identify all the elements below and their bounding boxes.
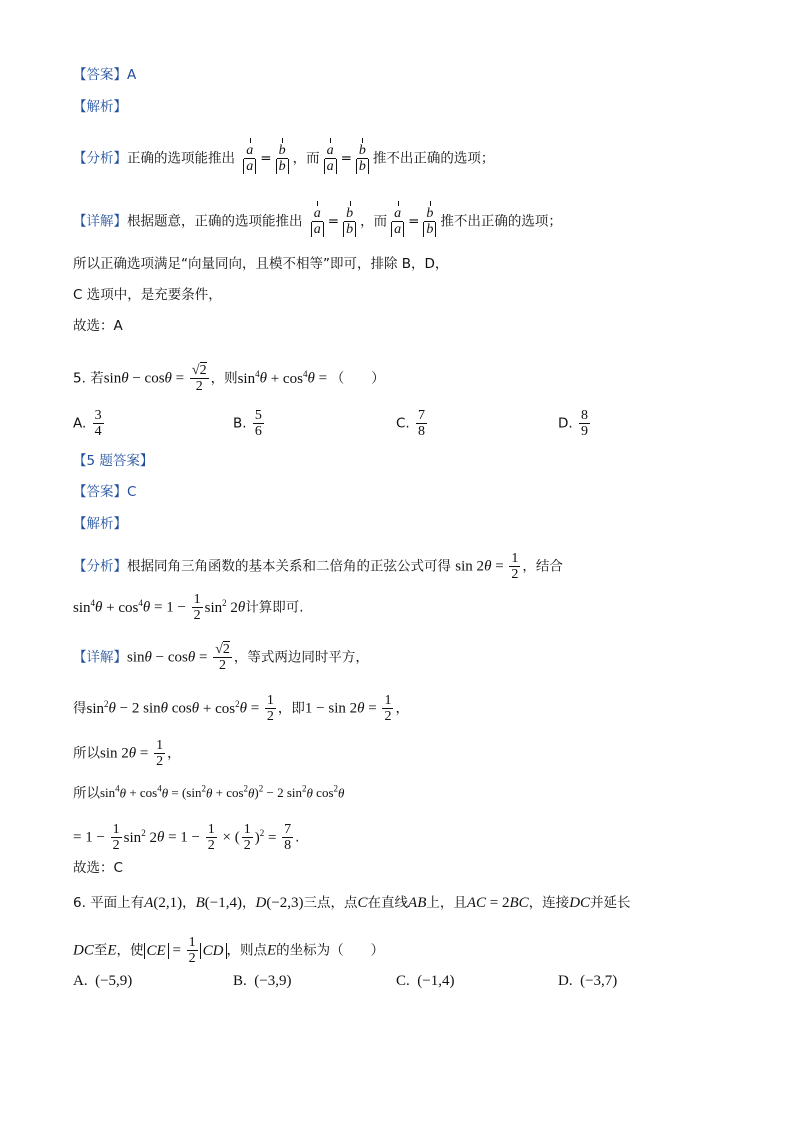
option-label: B.	[233, 973, 247, 989]
option-c[interactable]	[396, 408, 429, 439]
option-value: (−3,7)	[580, 973, 618, 989]
q5-answer: 【答案】C	[73, 484, 137, 500]
q5-header: 【5 题答案】	[73, 453, 154, 469]
option-fraction: $\frac{8}{9}$	[580, 408, 588, 439]
q6-text: ，则点	[226, 942, 267, 959]
option-value: (−3,9)	[254, 973, 292, 989]
half-fraction: $\frac{1}{2}$	[384, 693, 392, 724]
stem-suffix: （ ）	[330, 370, 385, 387]
fenxi-line2-suffix: 计算即可.	[245, 599, 304, 616]
option-label: A.	[73, 973, 88, 989]
q6-text: 至	[93, 942, 108, 959]
fenxi-tag: 【分析】	[73, 150, 127, 167]
q6-text: 上，且	[426, 895, 467, 911]
xiangjie-line: 【详解】根据题意，正确的选项能推出 $\frac{a}{a}$ = $\frac{b}{b}$ ，而 $\frac{a}{a}$ = $\frac{b}{b}$ 推不出正确的选项；	[73, 206, 562, 237]
half-fraction: $\frac{1}{2}$	[188, 935, 196, 966]
sqrt2-over-2: $\frac{√2}{2}$	[215, 642, 230, 673]
xiangjie-text-end: 推不出正确的选项；	[440, 213, 562, 230]
solution-conclusion: 故选：A	[73, 318, 123, 334]
question-5-stem: 5. 若sinθ − cosθ = $\frac{√2}{2}$ ，则$\sin^4\theta + \cos^4\theta$ = （ ）	[73, 363, 385, 394]
q5-conclusion: 故选：C	[73, 860, 123, 876]
fenxi-text: 根据同角三角函数的基本关系和二倍角的正弦公式可得	[127, 558, 451, 575]
fenxi-text-2: ，结合	[522, 558, 563, 575]
half-fraction: $\frac{1}{2}$	[243, 822, 251, 853]
half-fraction: $\frac{1}{2}$	[156, 738, 164, 769]
formula-a-over-abs-a: $\frac{a}{a}$	[389, 206, 406, 237]
fenxi-text-end: 推不出正确的选项；	[372, 150, 495, 167]
fenxi-tag: 【分析】	[73, 558, 127, 575]
xiangjie-tag: 【详解】	[73, 213, 127, 230]
xiangjie-suffix: ，等式两边同时平方，	[233, 649, 369, 666]
q6-text: 的坐标为（ ）	[276, 942, 385, 959]
step-suoyi-2: 所以	[73, 785, 100, 802]
q6-option-d[interactable]	[558, 973, 617, 990]
analysis-label: 【解析】	[73, 99, 127, 115]
option-d[interactable]	[558, 408, 592, 439]
half-fraction: $\frac{1}{2}$	[266, 693, 274, 724]
question-number: 6.	[73, 895, 86, 911]
option-a[interactable]	[73, 408, 106, 439]
step-suoyi: 所以	[73, 745, 100, 762]
option-b[interactable]	[233, 408, 266, 439]
q6-text: ，连接	[528, 895, 570, 911]
step-ji: ，即	[277, 700, 305, 717]
xiangjie-tag: 【详解】	[73, 649, 127, 666]
option-fraction: $\frac{5}{6}$	[254, 408, 262, 439]
sqrt2-over-2: $\frac{√2}{2}$	[191, 363, 207, 394]
half-fraction: $\frac{1}{2}$	[511, 551, 519, 582]
q5-step-result: = 1 − $\frac{1}{2}$ $\sin^2 2\theta = 1$ − $\frac{1}{2}$ × ( $\frac{1}{2}$ )$^2$ = $\frac{7}{8}$ .	[73, 822, 300, 853]
q6-text: 平面上有	[90, 895, 145, 911]
q5-step-sin2theta: 所以sin 2θ = $\frac{1}{2}$ ，	[73, 738, 181, 769]
q6-text: 三点，点	[303, 895, 358, 911]
formula-b-over-abs-b: $\frac{b}{b}$	[274, 143, 291, 174]
q6-text: ，使	[116, 942, 144, 959]
answer-label: 【答案】A	[73, 67, 137, 83]
half-fraction: $\frac{1}{2}$	[112, 822, 120, 853]
q6-text: 在直线	[367, 895, 409, 911]
q6-option-b[interactable]	[233, 973, 291, 990]
q6-option-a[interactable]	[73, 973, 132, 990]
q6-text: 并延长	[590, 895, 631, 911]
step-de: 得	[73, 700, 87, 717]
option-label: B.	[233, 415, 247, 432]
question-6-stem-line2: DC至E，使 CE = $\frac{1}{2}$ CD ，则点E的坐标为（ ）	[73, 935, 385, 966]
formula-a-over-abs-a: $\frac{a}{a}$	[309, 206, 326, 237]
q5-step-square: 得$\sin^2\theta - 2$ sinθ $\cos\theta + \cos^2\theta$ = $\frac{1}{2}$ ，即1 − sin 2θ = $\frac{1}{2}$ ，	[73, 693, 409, 724]
half-fraction: $\frac{1}{2}$	[207, 822, 215, 853]
solution-line-4: C 选项中，是充要条件，	[73, 287, 222, 303]
question-6-stem-line1: 6. 平面上有A(2,1)，B(−1,4)，D(−2,3)三点，点C在直线AB上，且AC = 2BC，连接DC并延长	[73, 895, 631, 911]
option-value: (−5,9)	[95, 973, 133, 989]
fenxi-line: 【分析】正确的选项能推出 $\frac{a}{a}$ = $\frac{b}{b}$ ，而 $\frac{a}{a}$ = $\frac{b}{b}$ 推不出正确的选项；	[73, 143, 495, 174]
q6-option-c[interactable]	[396, 973, 454, 990]
q5-xiangjie-line: 【详解】sinθ − cosθ = $\frac{√2}{2}$ ，等式两边同时平方，	[73, 642, 369, 673]
seven-eighths: $\frac{7}{8}$	[284, 822, 292, 853]
q5-fenxi-line: 【分析】根据同角三角函数的基本关系和二倍角的正弦公式可得 sin 2θ = $\frac{1}{2}$ ，结合	[73, 551, 563, 582]
xiangjie-text-er: ，而	[360, 213, 388, 230]
xiangjie-text: 根据题意，正确的选项能推出	[127, 213, 303, 230]
half-fraction: $\frac{1}{2}$	[193, 592, 201, 623]
question-number: 5.	[73, 370, 86, 387]
option-label: D.	[558, 415, 573, 432]
stem-mid: ，则	[210, 370, 238, 387]
formula-a-over-abs-a: $\frac{a}{a}$	[241, 143, 258, 174]
option-value: (−1,4)	[417, 973, 455, 989]
fenxi-text-er: ，而	[292, 150, 320, 167]
option-label: C.	[396, 973, 410, 989]
fenxi-text: 正确的选项能推出	[127, 150, 235, 167]
q5-fenxi-line-2: $\sin^4\theta + \cos^4\theta = 1$ − $\frac{1}{2}$ $\sin^2 2\theta$计算即可.	[73, 592, 304, 623]
option-label: C.	[396, 415, 410, 432]
formula-a-over-abs-a: $\frac{a}{a}$	[322, 143, 339, 174]
option-fraction: $\frac{7}{8}$	[418, 408, 426, 439]
stem-prefix: 若	[90, 370, 104, 387]
option-fraction: $\frac{3}{4}$	[94, 408, 102, 439]
formula-b-over-abs-b: $\frac{b}{b}$	[341, 206, 358, 237]
solution-line-3: 所以正确选项满足“向量同向，且模不相等”即可，排除 B，D，	[73, 256, 449, 272]
formula-b-over-abs-b: $\frac{b}{b}$	[421, 206, 438, 237]
formula-b-over-abs-b: $\frac{b}{b}$	[354, 143, 371, 174]
option-label: D.	[558, 973, 573, 989]
option-label: A.	[73, 415, 87, 432]
q5-analysis-label: 【解析】	[73, 516, 127, 532]
q5-step-identity: 所以$\sin^4\theta + \cos^4\theta = (\sin^2\theta + \cos^2\theta)^2 - 2$ $\sin^2\theta$ $\cos^2\theta$	[73, 784, 345, 802]
